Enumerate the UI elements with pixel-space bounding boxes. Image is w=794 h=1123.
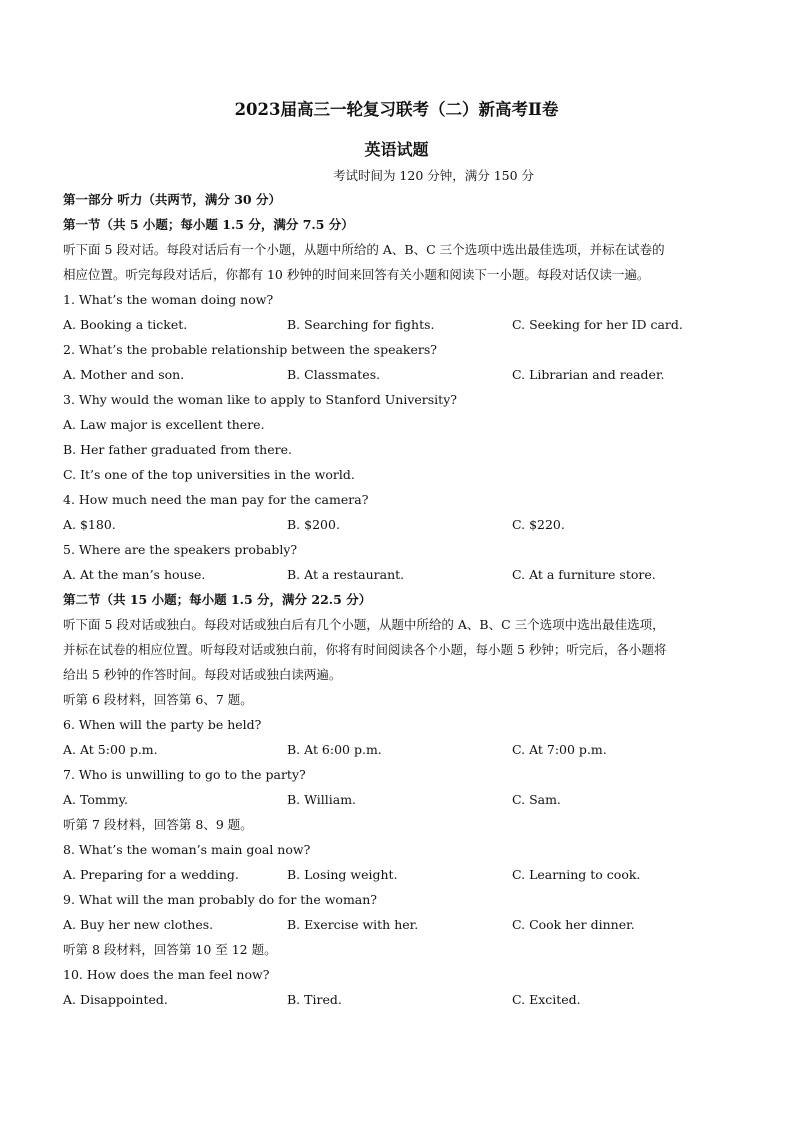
section2-heading: 第二节（共 15 小题；每小题 1.5 分，满分 22.5 分） [63,592,372,607]
question-9: 9. What will the man probably do for the woman? [63,892,378,907]
option-c: C. Excited. [512,992,581,1007]
question-4-options [63,512,730,537]
option-b: B. Her father graduated from there. [63,442,292,457]
option-a: A. Booking a ticket. [63,317,188,332]
option-b: B. Losing weight. [287,867,398,882]
exam-title: 2023届高三一轮复习联考（二）新高考Ⅱ卷 [234,100,559,119]
option-b: B. Exercise with her. [287,917,419,932]
option-c: C. Seeking for her ID card. [512,317,683,332]
option-c: C. Cook her dinner. [512,917,635,932]
question-9-options [63,912,730,937]
question-10-options [63,987,730,1012]
option-a: A. Disappointed. [63,992,168,1007]
part1-heading: 第一部分 听力（共两节，满分 30 分） [63,192,281,207]
material-6-note: 听第 6 段材料，回答第 6、7 题。 [63,692,253,707]
option-a: A. Mother and son. [63,367,185,382]
option-a: A. Preparing for a wedding. [63,867,239,882]
material-7-note: 听第 7 段材料，回答第 8、9 题。 [63,817,253,832]
question-2-options [63,362,730,387]
question-6-options [63,737,730,762]
option-c: C. At a furniture store. [512,567,656,582]
option-c: C. It’s one of the top universities in the world. [63,467,355,482]
section1-instructions-line1: 听下面 5 段对话。每段对话后有一个小题，从题中所给的 A、B、C 三个选项中选出最佳选项，并标在试卷的 [63,242,665,257]
question-5-options [63,562,730,587]
question-1-options [63,312,730,337]
option-c: C. At 7:00 p.m. [512,742,607,757]
question-8: 8. What’s the woman’s main goal now? [63,842,311,857]
option-a: A. At the man’s house. [63,567,206,582]
option-a: A. Tommy. [63,792,128,807]
option-a: A. At 5:00 p.m. [63,742,158,757]
exam-time-info: 考试时间为 120 分钟，满分 150 分 [332,168,535,183]
section2-instructions-line2: 并标在试卷的相应位置。听每段对话或独白前，你将有时间阅读各个小题，每小题 5 秒钟；听完后，各小题将 [63,642,667,657]
question-2: 2. What’s the probable relationship between the speakers? [63,342,437,357]
question-8-options [63,862,730,887]
option-b: B. William. [287,792,357,807]
question-7-options [63,787,730,812]
question-6: 6. When will the party be held? [63,717,262,732]
option-b: B. $200. [287,517,340,532]
exam-subject: 英语试题 [364,140,429,159]
option-c: C. Learning to cook. [512,867,641,882]
option-b: B. Tired. [287,992,342,1007]
option-b: B. Classmates. [287,367,381,382]
option-a: A. Law major is excellent there. [63,417,265,432]
question-3: 3. Why would the woman like to apply to Stanford University? [63,392,457,407]
option-c: C. $220. [512,517,565,532]
question-4: 4. How much need the man pay for the camera? [63,492,369,507]
option-c: C. Sam. [512,792,561,807]
question-7: 7. Who is unwilling to go to the party? [63,767,306,782]
question-10: 10. How does the man feel now? [63,967,270,982]
option-a: A. Buy her new clothes. [63,917,214,932]
section2-instructions-line1: 听下面 5 段对话或独白。每段对话或独白后有几个小题，从题中所给的 A、B、C 三个选项中选出最佳选项， [63,617,665,632]
option-b: B. Searching for fights. [287,317,435,332]
question-1: 1. What’s the woman doing now? [63,292,274,307]
option-a: A. $180. [63,517,116,532]
section1-heading: 第一节（共 5 小题；每小题 1.5 分，满分 7.5 分） [63,217,354,232]
material-8-note: 听第 8 段材料，回答第 10 至 12 题。 [63,942,277,957]
question-5: 5. Where are the speakers probably? [63,542,298,557]
option-b: B. At 6:00 p.m. [287,742,382,757]
section1-instructions-line2: 相应位置。听完每段对话后，你都有 10 秒钟的时间来回答有关小题和阅读下一小题。每段对话仅读一遍。 [63,267,650,282]
option-c: C. Librarian and reader. [512,367,665,382]
option-b: B. At a restaurant. [287,567,405,582]
section2-instructions-line3: 给出 5 秒钟的作答时间。每段对话或独白读两遍。 [63,667,342,682]
